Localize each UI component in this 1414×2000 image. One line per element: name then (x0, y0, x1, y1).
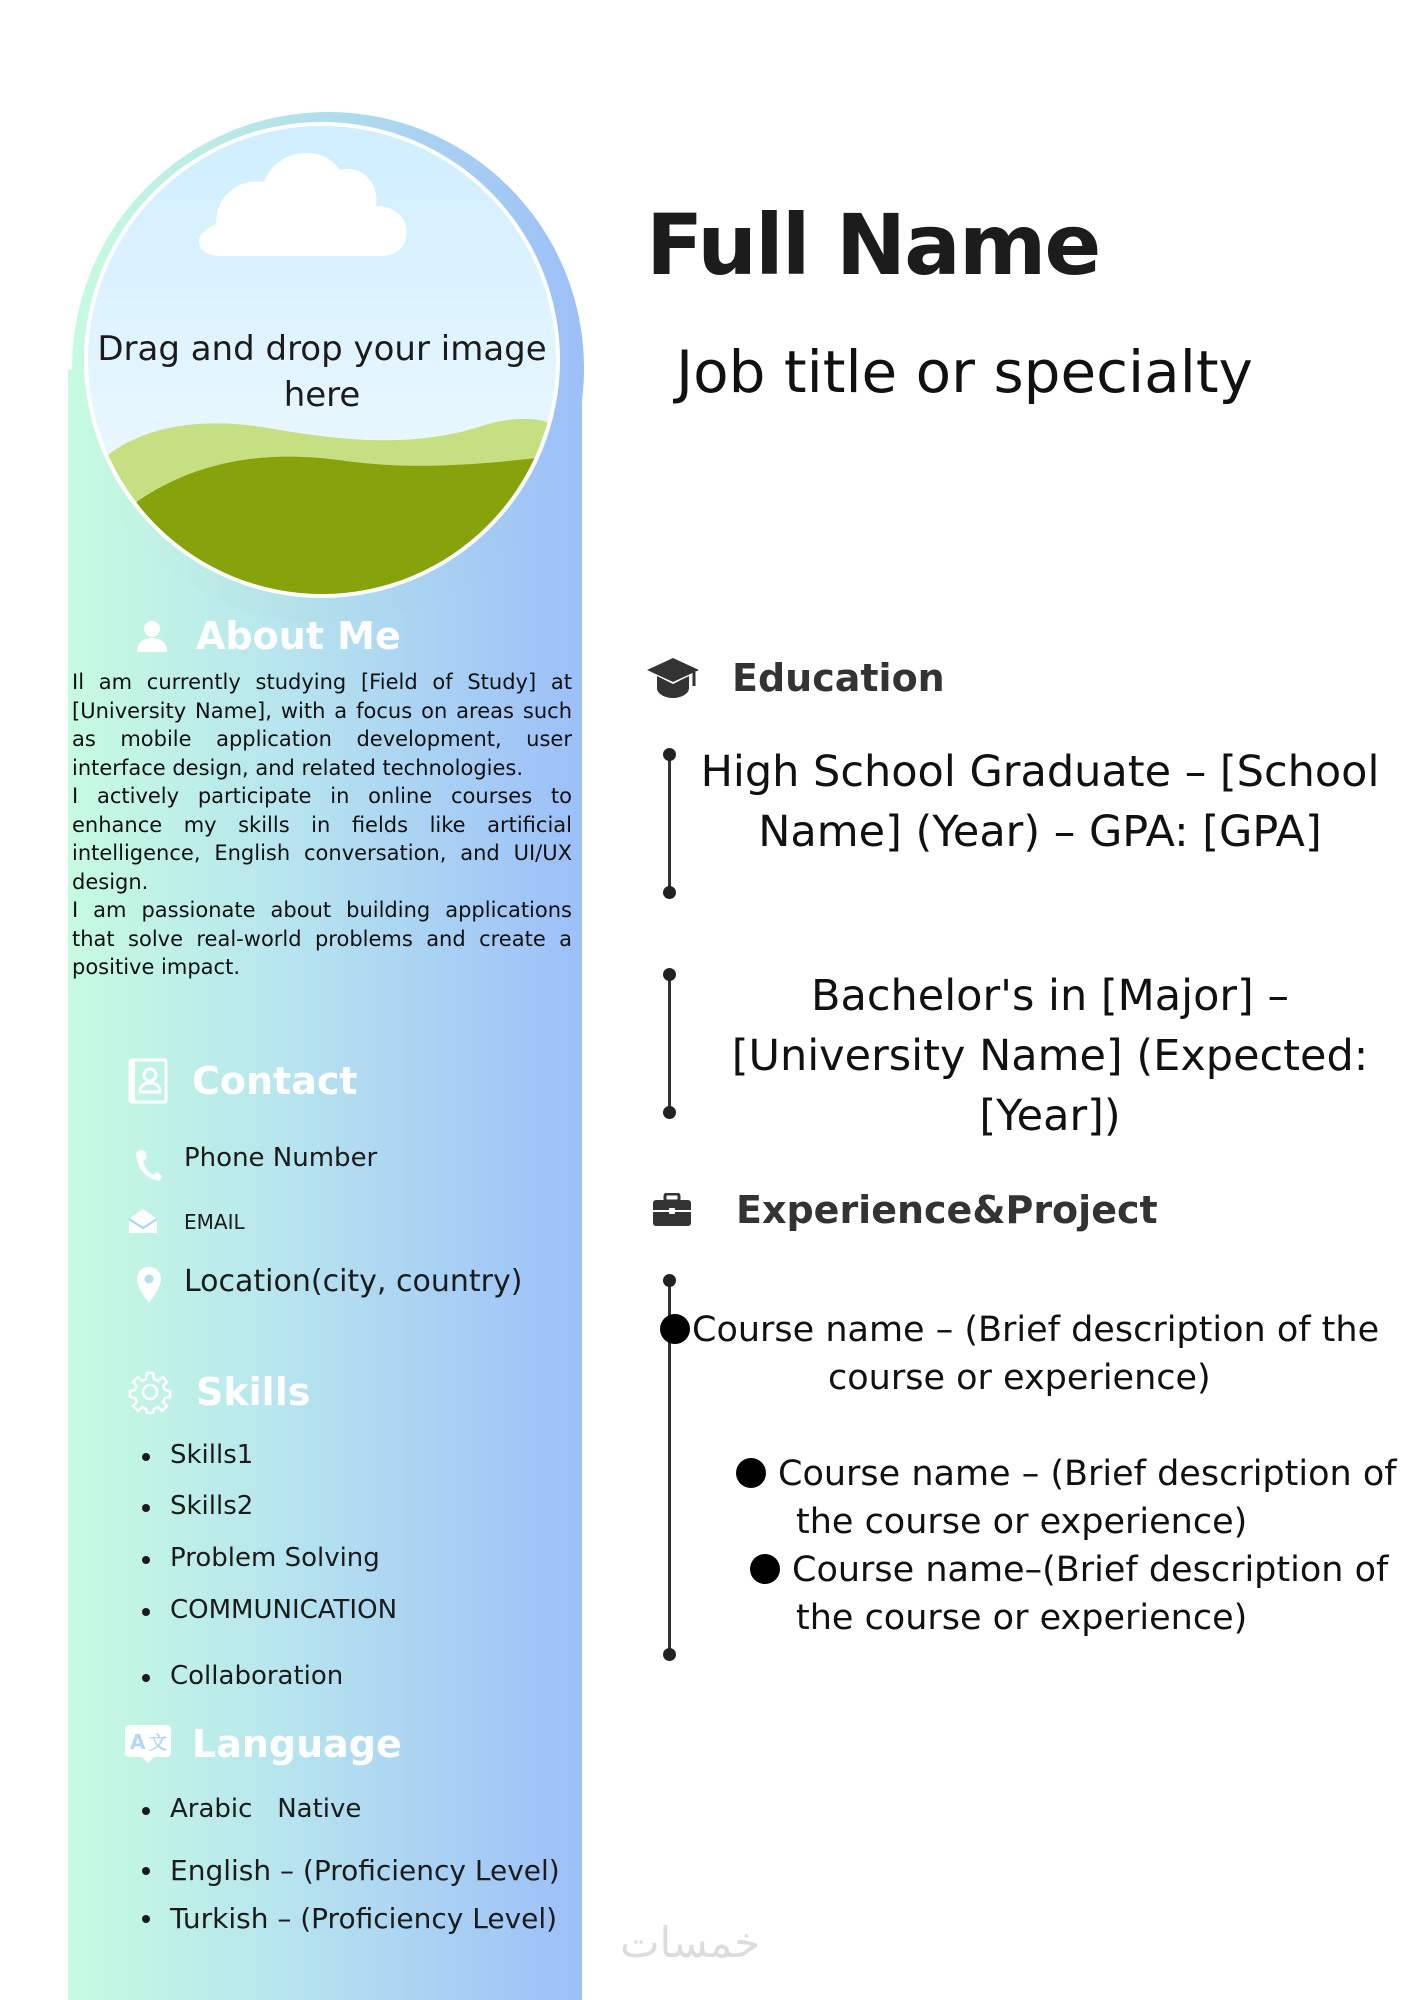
experience-title: Experience&Project (736, 1188, 1158, 1232)
language-item: English – (Proficiency Level) (170, 1854, 560, 1887)
education-item-line: [University Name] (Expected: (731, 1031, 1369, 1081)
experience-item-line: Course name–(Brief description of (792, 1550, 1389, 1590)
timeline-dot (663, 1648, 676, 1661)
envelope-open-icon (128, 1208, 158, 1234)
job-title: Job title or specialty (676, 338, 1253, 406)
location-pin-icon (136, 1266, 162, 1304)
about-title: About Me (196, 614, 401, 658)
briefcase-icon (652, 1193, 692, 1227)
experience-bullet (660, 1314, 690, 1344)
education-item-line: [Year]) (979, 1091, 1121, 1141)
experience-item (792, 1546, 1408, 1642)
skill-item: Problem Solving (170, 1543, 380, 1573)
svg-text:文: 文 (149, 1733, 167, 1754)
about-paragraph: Il am currently studying [Field of Study] at [University Name], with a focus on areas such as mobile application development, user interface design, and related technologies. (72, 670, 572, 780)
timeline-dot (663, 748, 676, 761)
photo-placeholder-text (88, 326, 556, 418)
photo-placeholder-line2: here (283, 375, 361, 415)
contact-heading (128, 1058, 358, 1104)
experience-item-line: course or experience) (828, 1358, 1211, 1398)
experience-item (778, 1450, 1408, 1546)
skill-item: Collaboration (170, 1661, 344, 1691)
profile-photo-dropzone[interactable] (88, 126, 556, 594)
education-item (700, 966, 1400, 1146)
svg-text:A: A (130, 1730, 146, 1754)
education-timeline-1 (668, 752, 671, 892)
experience-item-line: the course or experience) (796, 1502, 1248, 1542)
phone-text: Phone Number (184, 1143, 378, 1173)
watermark-text: خمسات (620, 1918, 761, 1967)
timeline-dot (663, 1106, 676, 1119)
timeline-dot (663, 886, 676, 899)
skill-item: Skills1 (170, 1440, 254, 1470)
experience-bullet (750, 1554, 780, 1584)
language-title: Language (192, 1722, 402, 1766)
full-name: Full Name (646, 196, 1100, 294)
watermark-logo (620, 1918, 800, 1968)
experience-item-line: Course name – (Brief description of (778, 1454, 1397, 1494)
education-item (682, 742, 1398, 862)
language-item: Turkish – (Proficiency Level) (170, 1902, 558, 1935)
education-item-line: Bachelor's in [Major] – (811, 971, 1289, 1021)
experience-bullet (736, 1458, 766, 1488)
education-title: Education (732, 656, 945, 700)
experience-heading (652, 1188, 1158, 1232)
user-icon (132, 616, 172, 656)
experience-item-line: Course name – (Brief description of the (692, 1310, 1380, 1350)
timeline-dot (663, 1274, 676, 1287)
contact-title: Contact (192, 1059, 358, 1103)
email-text: EMAIL (184, 1210, 245, 1234)
skill-item: Skills2 (170, 1491, 254, 1521)
about-heading (132, 614, 401, 658)
education-item-line: High School Graduate – [School (700, 747, 1380, 797)
translate-icon (124, 1724, 172, 1764)
experience-item-line: the course or experience) (796, 1598, 1248, 1638)
photo-placeholder-line1: Drag and drop your image (97, 329, 547, 369)
contact-card-icon (128, 1058, 168, 1104)
experience-item (692, 1306, 1412, 1402)
gear-icon (128, 1370, 172, 1414)
about-paragraph: I am passionate about building applications that solve real-world problems and create a positive impact. (72, 898, 572, 979)
phone-icon (134, 1148, 162, 1182)
about-text (72, 668, 572, 982)
skills-title: Skills (196, 1370, 311, 1414)
location-text: Location(city, country) (184, 1264, 523, 1299)
timeline-dot (663, 968, 676, 981)
language-heading (124, 1722, 402, 1766)
education-heading (646, 656, 945, 700)
language-item: Arabic Native (170, 1794, 362, 1824)
graduation-cap-icon (646, 656, 700, 700)
skill-item: COMMUNICATION (170, 1595, 398, 1625)
education-timeline-2 (668, 974, 671, 1112)
education-item-line: Name] (Year) – GPA: [GPA] (758, 807, 1322, 857)
skills-heading (128, 1370, 310, 1414)
about-paragraph: I actively participate in online courses to enhance my skills in fields like artificial intelligence, English conversation, and UI/UX design. (72, 784, 572, 894)
